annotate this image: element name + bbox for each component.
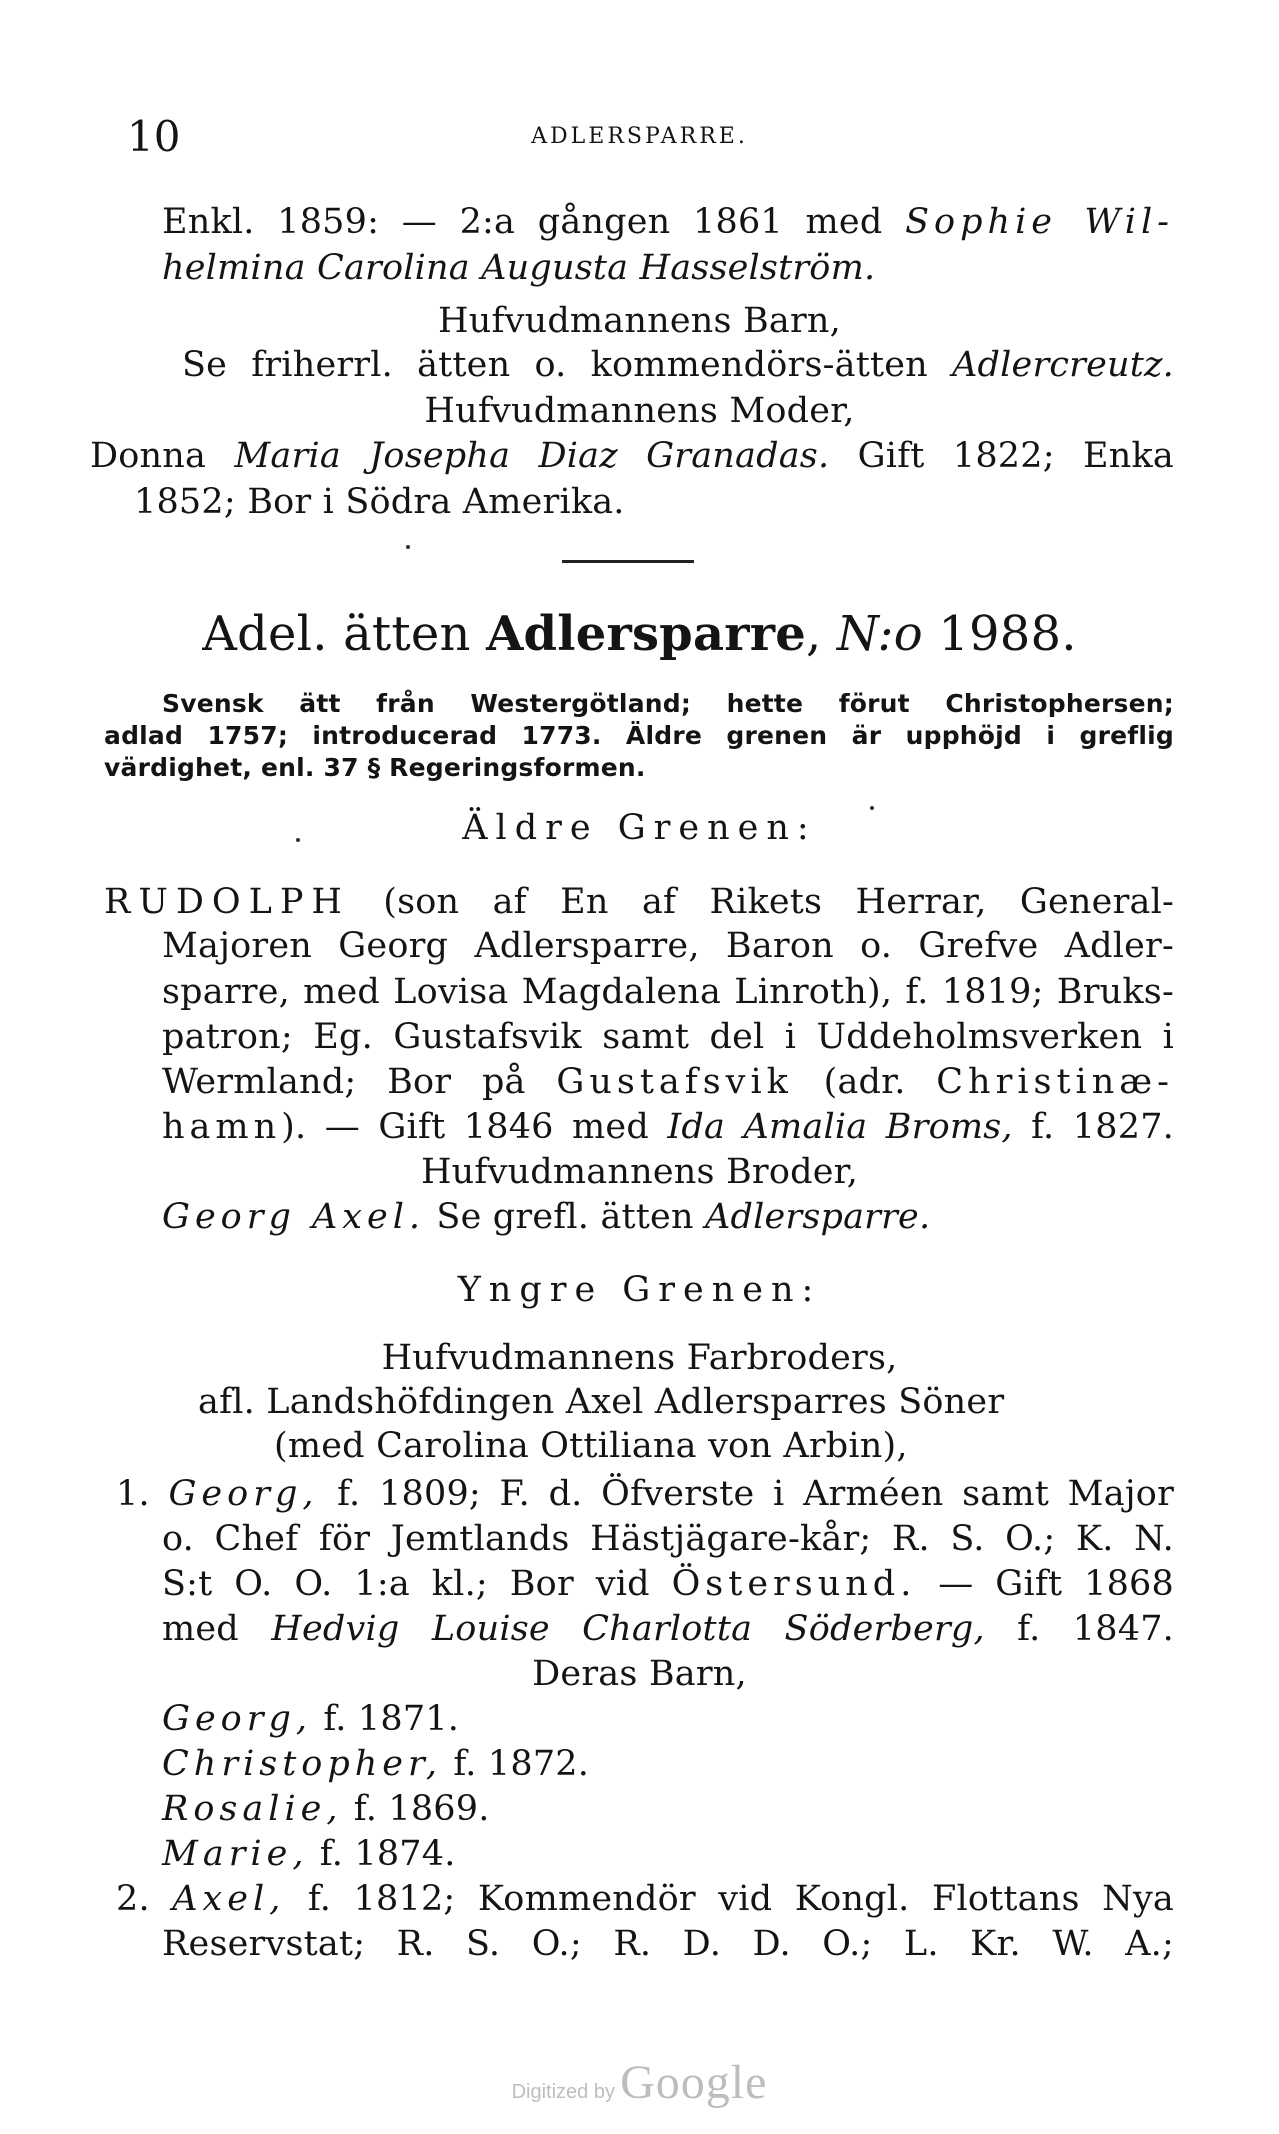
text-line: RUDOLPH (son af En af Rikets Herrar, General- xyxy=(104,882,1174,922)
text-line: patron; Eg. Gustafsvik samt del i Uddeholmsverken i xyxy=(162,1017,1174,1057)
family-description: värdighet, enl. 37 § Regeringsformen. xyxy=(104,753,646,782)
child-entry: Georg, f. 1871. xyxy=(162,1699,460,1739)
page-number: 10 xyxy=(127,112,181,161)
text-line: (med Carolina Ottiliana von Arbin), xyxy=(274,1426,908,1466)
text-line: Deras Barn, xyxy=(532,1654,747,1694)
child-entry: Marie, f. 1874. xyxy=(162,1834,456,1874)
text-line: sparre, med Lovisa Magdalena Linroth), f. 1819; Bruks- xyxy=(162,972,1174,1012)
text-line: hamn). — Gift 1846 med Ida Amalia Broms, f. 1827. xyxy=(162,1107,1174,1147)
text-line: Georg Axel. Se grefl. ätten Adlersparre. xyxy=(162,1197,931,1237)
family-heading: Adel. ätten Adlersparre, N:o 1988. xyxy=(202,606,1077,662)
text-line: Enkl. 1859: — 2:a gången 1861 med Sophie Wil- xyxy=(162,202,1174,242)
ink-dot xyxy=(406,545,410,549)
digitized-by-google-watermark xyxy=(0,2055,1279,2110)
text-line: Majoren Georg Adlersparre, Baron o. Grefve Adler- xyxy=(162,926,1174,966)
watermark-google-logo: Google xyxy=(620,2056,768,2109)
text-line: 1852; Bor i Södra Amerika. xyxy=(134,482,625,522)
text-line: Donna Maria Josepha Diaz Granadas. Gift 1822; Enka xyxy=(90,436,1174,476)
text-line: Hufvudmannens Farbroders, xyxy=(381,1338,898,1378)
text-line: o. Chef för Jemtlands Hästjägare-kår; R. S. O.; K. N. xyxy=(162,1519,1174,1559)
text-line: Se friherrl. ätten o. kommendörs-ätten Adlercreutz. xyxy=(182,345,1174,385)
watermark-digitized: Digitized by xyxy=(511,2081,615,2103)
text-line: med Hedvig Louise Charlotta Söderberg, f. 1847. xyxy=(162,1609,1174,1649)
text-line: 1. Georg, f. 1809; F. d. Öfverste i Arméen samt Major xyxy=(116,1474,1175,1514)
text-line: helmina Carolina Augusta Hasselström. xyxy=(162,248,876,288)
younger-branch-heading: Yngre Grenen: xyxy=(457,1270,822,1310)
text-line: Hufvudmannens Barn, xyxy=(437,301,841,341)
running-title: ADLERSPARRE. xyxy=(531,124,748,149)
family-description: Svensk ätt från Westergötland; hette förut Christophersen; xyxy=(162,689,1174,718)
text-line: afl. Landshöfdingen Axel Adlersparres Söner xyxy=(198,1382,1005,1422)
text-line: Reservstat; R. S. O.; R. D. D. O.; L. Kr. W. A.; xyxy=(162,1924,1174,1964)
text-line: S:t O. O. 1:a kl.; Bor vid Östersund. — Gift 1868 xyxy=(162,1564,1174,1604)
family-description: adlad 1757; introducerad 1773. Äldre grenen är upphöjd i greflig xyxy=(104,721,1174,750)
text-line: Hufvudmannens Broder, xyxy=(420,1152,859,1192)
child-entry: Rosalie, f. 1869. xyxy=(162,1789,490,1829)
older-branch-heading: Äldre Grenen: xyxy=(462,808,817,848)
text-line: Wermland; Bor på Gustafsvik (adr. Christinæ- xyxy=(162,1062,1175,1102)
text-line: Hufvudmannens Moder, xyxy=(424,391,855,431)
section-rule xyxy=(562,560,694,563)
text-line: 2. Axel, f. 1812; Kommendör vid Kongl. Flottans Nya xyxy=(116,1879,1174,1919)
child-entry: Christopher, f. 1872. xyxy=(162,1744,590,1784)
